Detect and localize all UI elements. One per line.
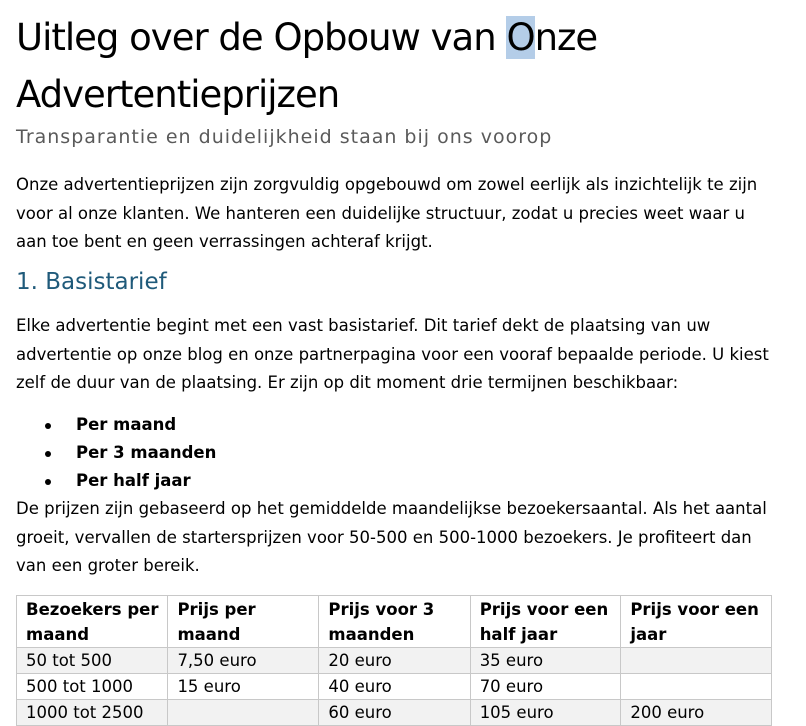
intro-paragraph: Onze advertentieprijzen zijn zorgvuldig opgebouwd om zowel eerlijk als inzichtelijk te zijn voor al onze klanten. We hanteren een duidelijke structuur, zodat u precies weet waar u aan toe bent en geen verrassingen achteraf krijgt. (16, 175, 758, 251)
table-cell: 7,50 euro (168, 648, 319, 674)
title-text-rest: nze Advertentieprijzen (16, 16, 598, 116)
table-cell (621, 674, 772, 700)
table-header-row (17, 596, 772, 648)
bullet-icon (45, 451, 51, 457)
text-selection[interactable]: O (506, 16, 535, 59)
bullet-icon (45, 423, 51, 429)
page-subtitle: Transparantie en duidelijkheid staan bij ons voorop (16, 126, 553, 148)
page-title (16, 9, 776, 123)
term-list (16, 411, 216, 495)
pricing-paragraph: De prijzen zijn gebaseerd op het gemiddelde maandelijkse bezoekersaantal. Als het aantal groeit, vervallen de startersprijzen voor 50-500 en 500-1000 bezoekers. Je profiteert dan van een groter bereik. (16, 499, 767, 575)
table-cell: 70 euro (470, 674, 621, 700)
list-item-label: Per half jaar (76, 471, 191, 490)
title-text: Uitleg over de Opbouw van (16, 16, 507, 59)
table-cell: 35 euro (470, 648, 621, 674)
table-header-cell: Bezoekers per maand (17, 596, 168, 648)
list-item-label: Per 3 maanden (76, 443, 217, 462)
table-row (17, 674, 772, 700)
table-cell: 40 euro (319, 674, 470, 700)
table-row (17, 700, 772, 726)
table-cell (168, 700, 319, 726)
list-item (16, 411, 216, 439)
table-cell: 200 euro (621, 700, 772, 726)
list-item (16, 439, 216, 467)
list-item (16, 467, 216, 495)
basistarief-paragraph: Elke advertentie begint met een vast basistarief. Dit tarief dekt de plaatsing van uw advertentie op onze blog en onze partnerpagina voor een vooraf bepaalde periode. U kiest zelf de duur van de plaatsing. Er zijn op dit moment drie termijnen beschikbaar: (16, 316, 769, 392)
bullet-icon (45, 479, 51, 485)
table-cell (621, 648, 772, 674)
table-header-cell: Prijs voor een half jaar (470, 596, 621, 648)
table-cell: 500 tot 1000 (17, 674, 168, 700)
table-cell: 60 euro (319, 700, 470, 726)
table-cell: 105 euro (470, 700, 621, 726)
table-header-cell: Prijs voor een jaar (621, 596, 772, 648)
table-header-cell: Prijs per maand (168, 596, 319, 648)
list-item-label: Per maand (76, 415, 177, 434)
section-heading-basistarief: 1. Basistarief (16, 269, 167, 295)
table-cell: 1000 tot 2500 (17, 700, 168, 726)
table-row (17, 648, 772, 674)
table-cell: 20 euro (319, 648, 470, 674)
table-cell: 15 euro (168, 674, 319, 700)
price-table (16, 595, 772, 726)
table-cell: 50 tot 500 (17, 648, 168, 674)
table-header-cell: Prijs voor 3 maanden (319, 596, 470, 648)
